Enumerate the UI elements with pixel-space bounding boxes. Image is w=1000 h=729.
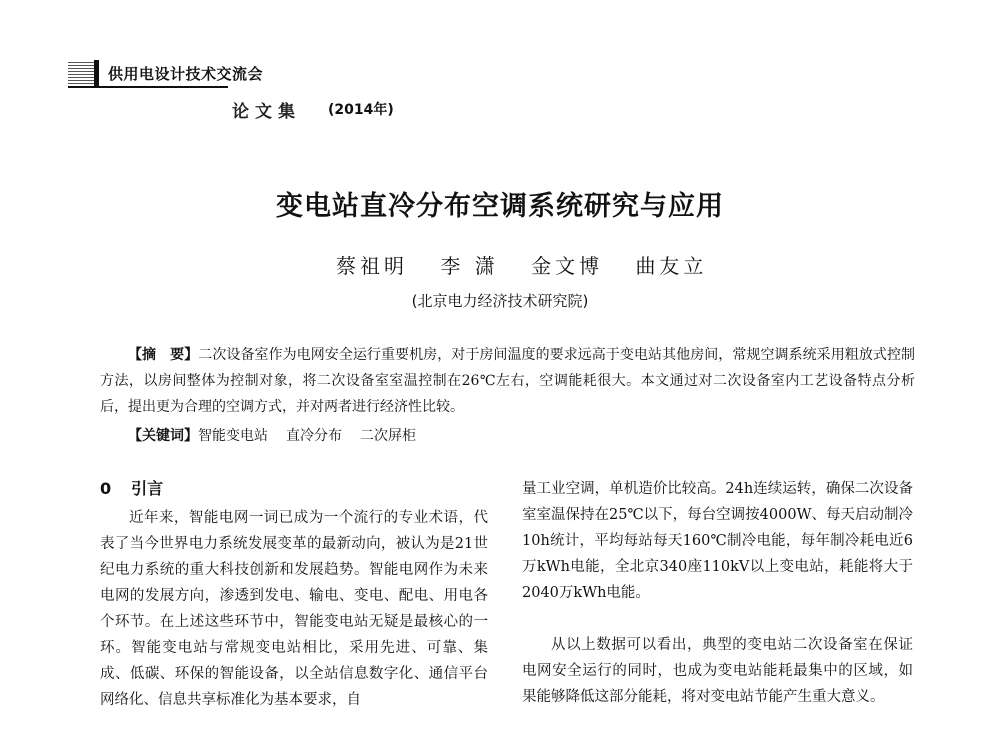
- section-title: 引言: [131, 479, 164, 498]
- affiliation: (北京电力经济技术研究院): [411, 292, 589, 310]
- keywords: [128, 425, 434, 445]
- keyword: 直冷分布: [286, 428, 342, 444]
- collection-label: 论文集: [232, 102, 301, 122]
- author: 曲友立: [635, 254, 708, 278]
- section-heading: [100, 476, 163, 499]
- paper-title: 变电站直冷分布空调系统研究与应用: [276, 191, 724, 222]
- keyword: 二次屏柜: [360, 428, 416, 444]
- keyword: 智能变电站: [198, 428, 268, 444]
- keywords-label: 【关键词】: [128, 428, 198, 444]
- author: 蔡祖明: [336, 254, 408, 278]
- author: 金文博: [531, 254, 604, 278]
- header-rule: [68, 86, 228, 88]
- author: 李 潇: [440, 254, 499, 278]
- section-number: 0: [100, 479, 112, 498]
- collection-year: (2014年): [328, 102, 394, 118]
- abstract-text: 二次设备室作为电网安全运行重要机房，对于房间温度的要求远高于变电站其他房间，常规空调系统采用粗放式控制方法，以房间整体为控制对象，将二次设备室室温控制在26℃左右，空调能耗很大。本文通过对二次设备室内工艺设备特点分析后，提出更为合理的空调方式，并对两者进行经济性比较。: [100, 347, 916, 415]
- abstract: [100, 342, 915, 420]
- author-list: [336, 250, 733, 279]
- body-left-paragraph: 近年来，智能电网一词已成为一个流行的专业术语，代表了当今世界电力系统发展变革的最新动向，被认为是21世纪电力系统的重大科技创新和发展趋势。智能电网作为未来电网的发展方向，渗透到发电、输电、变电、配电、用电各个环节。在上述这些环节中，智能变电站无疑是最核心的一环。智能变电站与常规变电站相比，采用先进、可靠、集成、低碳、环保的智能设备，以全站信息数字化、通信平台网络化、信息共享标准化为基本要求，自: [100, 510, 488, 708]
- body-right-paragraph-1: 量工业空调，单机造价比较高。24h连续运转，确保二次设备室室温保持在25℃以下，每台空调按4000W、每天启动制冷10h统计，平均每站每天160℃制冷电能，每年制冷耗电近6万kWh电能，全北京340座110kV以上变电站，耗能将大于2040万kWh电能。: [522, 481, 913, 601]
- body-right-paragraph-2: 从以上数据可以看出，典型的变电站二次设备室在保证电网安全运行的同时，也成为变电站能耗最集中的区域，如果能够降低这部分能耗，将对变电站节能产生重大意义。: [522, 637, 913, 705]
- header-pattern-decoration: [68, 62, 94, 84]
- abstract-label: 【摘 要】: [128, 347, 199, 363]
- header-bar-decoration: [94, 60, 99, 86]
- conference-name: 供用电设计技术交流会: [108, 65, 264, 83]
